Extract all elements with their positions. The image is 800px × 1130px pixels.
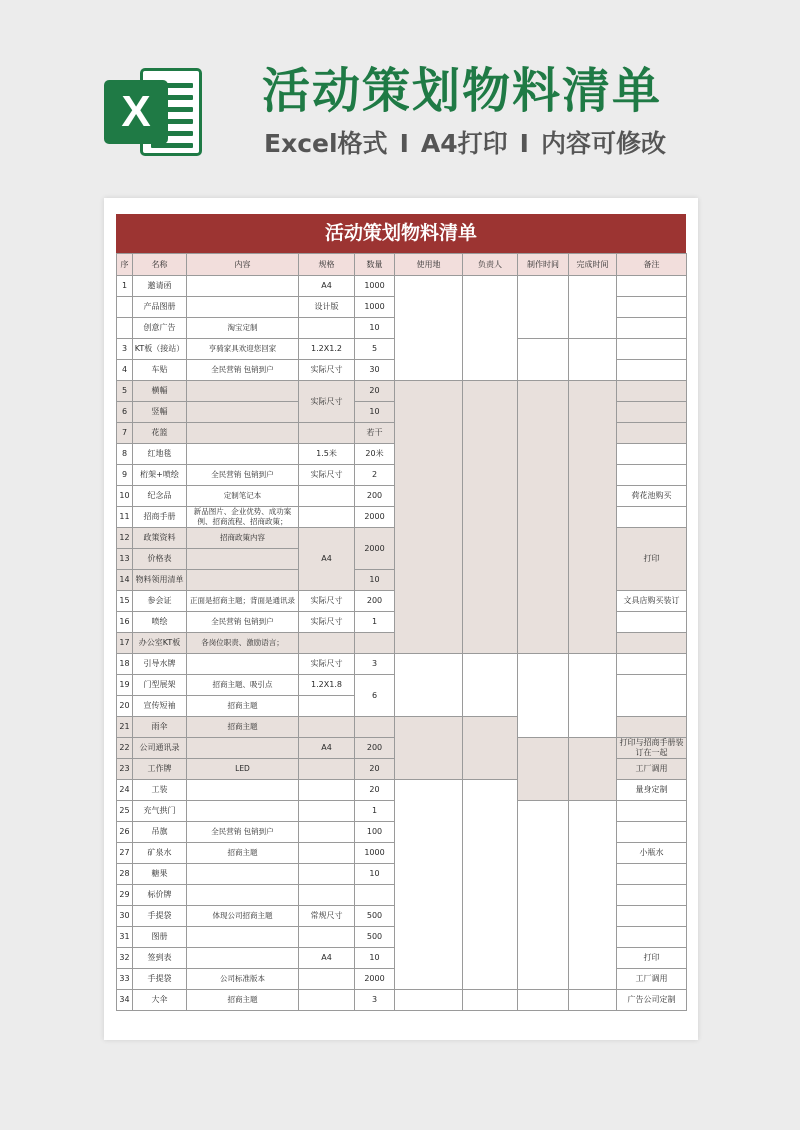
cell-owner [463,990,518,1011]
cell-name: 价格表 [133,549,187,570]
table-header-row [117,254,687,276]
cell-made [518,339,569,381]
cell-content [187,402,299,423]
cell-name: 手提袋 [133,969,187,990]
cell-spec: A4 [299,528,355,591]
cell-content [187,570,299,591]
cell-content [187,801,299,822]
cell-qty: 3 [355,654,395,675]
cell-no: 33 [117,969,133,990]
cell-place [395,381,463,654]
table-row [117,276,687,297]
cell-name: 引导水牌 [133,654,187,675]
cell-spec [299,486,355,507]
cell-content [187,444,299,465]
cell-qty: 10 [355,402,395,423]
cell-made [518,990,569,1011]
cell-name: 参会证 [133,591,187,612]
cell-name: KT板（接站） [133,339,187,360]
cell-name: 车贴 [133,360,187,381]
cell-made [518,381,569,654]
cell-name: 雨伞 [133,717,187,738]
cell-made [518,801,569,990]
cell-qty: 3 [355,990,395,1011]
cell-qty: 20 [355,381,395,402]
cell-qty: 2000 [355,969,395,990]
cell-owner [463,381,518,654]
cell-no: 11 [117,507,133,528]
cell-qty: 200 [355,591,395,612]
cell-name: 竖幅 [133,402,187,423]
cell-content: 全民营销 包销到户 [187,822,299,843]
cell-no: 8 [117,444,133,465]
cell-owner [463,276,518,381]
cell-qty: 2000 [355,528,395,570]
cell-no: 26 [117,822,133,843]
cell-content: 招商政策内容 [187,528,299,549]
document-sheet [104,198,698,1040]
cell-spec [299,822,355,843]
cell-note [617,297,687,318]
cell-no: 27 [117,843,133,864]
column-header: 负责人 [463,254,518,276]
cell-content [187,423,299,444]
cell-note: 打印 [617,948,687,969]
cell-note: 打印 [617,528,687,591]
cell-content: 体现公司招商主题 [187,906,299,927]
cell-spec [299,843,355,864]
subtitle-separator: I [399,129,409,158]
cell-no: 1 [117,276,133,297]
cell-spec [299,717,355,738]
cell-no: 34 [117,990,133,1011]
cell-qty: 20米 [355,444,395,465]
cell-note [617,381,687,402]
cell-content: 招商主题、吸引点 [187,675,299,696]
cell-name: 政策资料 [133,528,187,549]
cell-spec: 1.2X1.8 [299,675,355,696]
cell-spec [299,990,355,1011]
cell-name: 邀请函 [133,276,187,297]
cell-content: 全民营销 包销到户 [187,360,299,381]
cell-made [518,654,569,738]
cell-qty [355,633,395,654]
cell-name: 横幅 [133,381,187,402]
cell-name: 红地毯 [133,444,187,465]
subtitle-separator: I [519,129,529,158]
cell-place [395,990,463,1011]
cell-qty: 20 [355,780,395,801]
cell-note [617,360,687,381]
table-title: 活动策划物料清单 [116,214,686,253]
cell-owner [463,717,518,780]
column-header: 名称 [133,254,187,276]
cell-no: 30 [117,906,133,927]
cell-no: 9 [117,465,133,486]
cell-name: 产品图册 [133,297,187,318]
cell-note [617,675,687,717]
cell-name: 公司通讯录 [133,738,187,759]
cell-qty: 30 [355,360,395,381]
cell-no [117,318,133,339]
cell-no: 7 [117,423,133,444]
cell-qty: 6 [355,675,395,717]
column-header: 数量 [355,254,395,276]
cell-spec [299,318,355,339]
cell-note: 荷花池购买 [617,486,687,507]
cell-note: 文具店购买装订 [617,591,687,612]
cell-note [617,864,687,885]
cell-qty: 5 [355,339,395,360]
column-header: 备注 [617,254,687,276]
cell-name: 宣传短袖 [133,696,187,717]
cell-qty: 1 [355,801,395,822]
cell-done [569,990,617,1011]
subtitle-editable: 内容可修改 [540,129,666,158]
cell-no: 28 [117,864,133,885]
materials-table [116,253,687,1011]
cell-qty: 1000 [355,276,395,297]
cell-no: 17 [117,633,133,654]
cell-spec [299,885,355,906]
cell-qty: 2 [355,465,395,486]
cell-spec: 1.5米 [299,444,355,465]
cell-qty: 10 [355,570,395,591]
cell-done [569,381,617,654]
cell-no: 23 [117,759,133,780]
cell-content [187,738,299,759]
cell-content: 公司标准版本 [187,969,299,990]
cell-no: 32 [117,948,133,969]
cell-no: 12 [117,528,133,549]
cell-spec [299,696,355,717]
column-header: 规格 [299,254,355,276]
cell-qty: 200 [355,486,395,507]
cell-name: 糖果 [133,864,187,885]
cell-content: 招商主题 [187,843,299,864]
cell-name: 吊旗 [133,822,187,843]
cell-content [187,549,299,570]
cell-note: 工厂调用 [617,969,687,990]
cell-content: 亨骑家具欢迎您回家 [187,339,299,360]
cell-spec: 设计版 [299,297,355,318]
cell-no: 15 [117,591,133,612]
cell-content: 招商主题 [187,717,299,738]
cell-no: 4 [117,360,133,381]
cell-note: 工厂调用 [617,759,687,780]
cell-note [617,318,687,339]
column-header: 制作时间 [518,254,569,276]
cell-spec [299,633,355,654]
cell-done [569,339,617,381]
cell-name: 图册 [133,927,187,948]
cell-name: 物料领用清单 [133,570,187,591]
cell-place [395,276,463,381]
cell-content: 新品图片、企业优势、成功案例、招商流程、招商政策； [187,507,299,528]
cell-spec [299,423,355,444]
cell-name: 工装 [133,780,187,801]
cell-name: 桁架+喷绘 [133,465,187,486]
column-header: 完成时间 [569,254,617,276]
subtitle-print: A4打印 [420,129,508,158]
cell-note [617,444,687,465]
cell-spec: 实际尺寸 [299,381,355,423]
table-row [117,990,687,1011]
cell-name: 大伞 [133,990,187,1011]
cell-note [617,717,687,738]
cell-spec: 实际尺寸 [299,612,355,633]
table-row [117,381,687,402]
cell-spec: A4 [299,276,355,297]
cell-note [617,885,687,906]
cell-qty [355,717,395,738]
cell-note: 小瓶水 [617,843,687,864]
cell-no: 16 [117,612,133,633]
cell-no: 10 [117,486,133,507]
cell-qty: 1 [355,612,395,633]
cell-note [617,654,687,675]
cell-done [569,801,617,990]
cell-note [617,633,687,654]
table-row [117,654,687,675]
cell-content: 招商主题 [187,990,299,1011]
cell-spec [299,780,355,801]
cell-qty: 500 [355,906,395,927]
cell-name: 充气拱门 [133,801,187,822]
cell-qty: 10 [355,948,395,969]
cell-spec: 常规尺寸 [299,906,355,927]
cell-no: 25 [117,801,133,822]
cell-spec [299,801,355,822]
cell-content [187,885,299,906]
cell-note [617,906,687,927]
cell-no: 31 [117,927,133,948]
column-header: 序 [117,254,133,276]
cell-note [617,801,687,822]
cell-no: 29 [117,885,133,906]
cell-name: 标价牌 [133,885,187,906]
cell-note [617,927,687,948]
cell-no: 14 [117,570,133,591]
cell-name: 办公室KT板 [133,633,187,654]
cell-done [569,738,617,801]
cell-name: 签到表 [133,948,187,969]
cell-qty: 10 [355,864,395,885]
cell-no: 24 [117,780,133,801]
cell-content: 全民营销 包销到户 [187,465,299,486]
cell-content: 定制笔记本 [187,486,299,507]
cell-note: 广告公司定制 [617,990,687,1011]
excel-badge: X [104,80,168,144]
cell-note [617,465,687,486]
cell-content [187,780,299,801]
cell-content [187,927,299,948]
cell-qty: 10 [355,318,395,339]
cell-spec: 实际尺寸 [299,360,355,381]
cell-spec [299,927,355,948]
banner-subtitle [264,124,666,160]
cell-spec: 实际尺寸 [299,465,355,486]
cell-qty: 500 [355,927,395,948]
cell-spec: 实际尺寸 [299,591,355,612]
excel-icon [104,62,206,162]
cell-done [569,654,617,738]
cell-spec: 1.2X1.2 [299,339,355,360]
cell-note [617,276,687,297]
cell-content [187,381,299,402]
cell-no: 18 [117,654,133,675]
cell-content [187,654,299,675]
cell-name: 创意广告 [133,318,187,339]
cell-no: 6 [117,402,133,423]
cell-note [617,339,687,360]
cell-name: 喷绘 [133,612,187,633]
cell-name: 纪念品 [133,486,187,507]
cell-spec [299,759,355,780]
cell-done [569,276,617,339]
cell-spec [299,507,355,528]
cell-note [617,612,687,633]
cell-qty [355,885,395,906]
cell-content: 全民营销 包销到户 [187,612,299,633]
cell-qty: 2000 [355,507,395,528]
cell-note: 量身定制 [617,780,687,801]
subtitle-format: Excel格式 [264,129,388,158]
cell-content: 淘宝定制 [187,318,299,339]
cell-spec [299,969,355,990]
cell-qty: 1000 [355,843,395,864]
cell-place [395,654,463,717]
cell-no: 5 [117,381,133,402]
cell-spec: A4 [299,738,355,759]
cell-content: LED [187,759,299,780]
cell-qty: 20 [355,759,395,780]
cell-note: 打印与招商手册装订在一起 [617,738,687,759]
cell-spec: A4 [299,948,355,969]
cell-qty: 1000 [355,297,395,318]
cell-name: 门型展架 [133,675,187,696]
cell-name: 招商手册 [133,507,187,528]
cell-note [617,402,687,423]
cell-name: 手提袋 [133,906,187,927]
cell-content: 招商主题 [187,696,299,717]
cell-content [187,948,299,969]
cell-content [187,276,299,297]
cell-note [617,423,687,444]
cell-no: 13 [117,549,133,570]
page-banner [0,0,800,190]
cell-name: 花篮 [133,423,187,444]
cell-made [518,276,569,339]
cell-content: 各岗位职责、激励语言； [187,633,299,654]
column-header: 内容 [187,254,299,276]
cell-spec [299,864,355,885]
cell-content [187,297,299,318]
cell-qty: 200 [355,738,395,759]
cell-place [395,780,463,990]
cell-place [395,717,463,780]
cell-note [617,507,687,528]
cell-no: 22 [117,738,133,759]
cell-qty: 100 [355,822,395,843]
banner-title: 活动策划物料清单 [262,63,663,119]
cell-owner [463,780,518,990]
cell-no: 21 [117,717,133,738]
cell-name: 矿泉水 [133,843,187,864]
cell-owner [463,654,518,717]
cell-note [617,822,687,843]
cell-no: 3 [117,339,133,360]
cell-content [187,864,299,885]
cell-name: 工作牌 [133,759,187,780]
cell-no: 20 [117,696,133,717]
column-header: 使用地 [395,254,463,276]
cell-made [518,738,569,801]
cell-no [117,297,133,318]
cell-spec: 实际尺寸 [299,654,355,675]
cell-no: 19 [117,675,133,696]
cell-content: 正面是招商主题；背面是通讯录 [187,591,299,612]
cell-qty: 若干 [355,423,395,444]
